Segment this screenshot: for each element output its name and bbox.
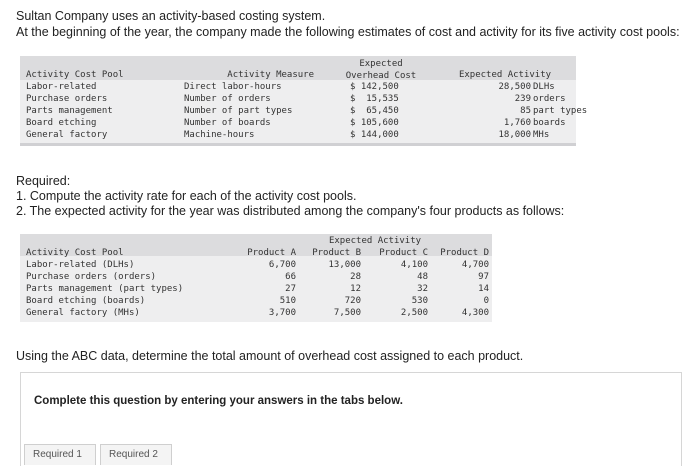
table-cell: 97 — [478, 272, 489, 282]
table-row: Parts management (part types) — [26, 284, 184, 294]
table-cell: 13,000 — [328, 260, 361, 270]
activity-column — [435, 81, 531, 141]
header-overhead-cost — [342, 58, 420, 82]
table-row: $ 65,450 — [350, 106, 399, 116]
pool-column — [26, 247, 226, 319]
table-cell: 66 — [285, 272, 296, 282]
table-row: MHs — [533, 130, 550, 140]
product-d-column — [431, 247, 489, 319]
header-product-b: Product B — [312, 248, 361, 258]
unit-column — [533, 81, 588, 141]
table-row: 239 — [514, 94, 531, 104]
cost-pool-table — [20, 56, 588, 146]
header-product-a: Product A — [247, 248, 296, 258]
table-cell: 27 — [285, 284, 296, 294]
table-row: Board etching — [26, 118, 97, 128]
table-row: 18,000 — [498, 130, 531, 140]
table-row: DLHs — [533, 82, 555, 92]
table-row: part types — [533, 106, 588, 116]
header-expected-activity: Expected Activity — [458, 70, 552, 80]
table-cell: 12 — [350, 284, 361, 294]
table-cell: 4,300 — [461, 308, 489, 318]
tab-required-2[interactable]: Required 2 — [100, 444, 172, 465]
product-b-column — [303, 247, 361, 319]
question-text: Using the ABC data, determine the total amount of overhead cost assigned to each product. — [16, 349, 524, 363]
table-row: $ 105,600 — [350, 118, 399, 128]
header-cost-line-1: Expected — [359, 59, 403, 69]
required-section — [16, 174, 564, 219]
table-row: General factory — [26, 130, 108, 140]
required-title: Required: — [16, 174, 71, 188]
table-row: Purchase orders (orders) — [26, 272, 157, 282]
table-row: Board etching (boards) — [26, 296, 146, 306]
product-c-column — [370, 247, 428, 319]
header-product-c: Product C — [379, 248, 428, 258]
header-pool: Activity Cost Pool — [26, 248, 124, 258]
header-product-d: Product D — [440, 248, 489, 258]
table-cell: 2,500 — [400, 308, 428, 318]
tab-required-1[interactable]: Required 1 — [24, 444, 96, 465]
table-row: Parts management — [26, 106, 113, 116]
table-row: Number of orders — [184, 94, 271, 104]
table-cell: 14 — [478, 284, 489, 294]
table-row: Number of boards — [184, 118, 271, 128]
header-pool: Activity Cost Pool — [26, 70, 124, 80]
product-activity-table — [20, 234, 492, 322]
table-row: boards — [533, 118, 566, 128]
table-row: General factory (MHs) — [26, 308, 140, 318]
table-cell: 530 — [411, 296, 428, 306]
table-row: 85 — [520, 106, 531, 116]
required-item-2: 2. The expected activity for the year was distributed among the company's four products as follows: — [16, 204, 565, 218]
table-row: 1,760 — [503, 118, 531, 128]
measure-column — [184, 81, 324, 141]
table-row: Labor-related (DLHs) — [26, 260, 135, 270]
table-cell: 720 — [344, 296, 361, 306]
header-cost-line-2: Overhead Cost — [345, 71, 417, 81]
table-cell: 7,500 — [333, 308, 361, 318]
header-expected-activity: Expected Activity — [328, 236, 422, 246]
table-row: $ 144,000 — [350, 130, 399, 140]
product-a-column — [238, 247, 296, 319]
table-row: 28,500 — [498, 82, 531, 92]
table-row: Purchase orders — [26, 94, 108, 104]
table-row: Direct labor-hours — [184, 82, 282, 92]
table-row: Number of part types — [184, 106, 293, 116]
table-cell: 4,700 — [461, 260, 489, 270]
table-cell: 28 — [350, 272, 361, 282]
intro-text — [16, 8, 680, 40]
header-measure: Activity Measure — [227, 70, 314, 80]
table-row: Machine-hours — [184, 130, 255, 140]
table-cell: 510 — [279, 296, 296, 306]
table-row: $ 142,500 — [350, 82, 399, 92]
intro-line-2: At the beginning of the year, the company made the following estimates of cost and activity for its five activity cost pools: — [16, 25, 680, 39]
table-cell: 32 — [417, 284, 428, 294]
table-cell: 3,700 — [268, 308, 296, 318]
required-item-1: 1. Compute the activity rate for each of the activity cost pools. — [16, 189, 357, 203]
table-row: Labor-related — [26, 82, 97, 92]
instructions-text: Complete this question by entering your answers in the tabs below. — [34, 395, 403, 407]
table-cell: 6,700 — [268, 260, 296, 270]
table-row: orders — [533, 94, 566, 104]
table-row: $ 15,535 — [350, 94, 399, 104]
cost-column — [350, 81, 420, 141]
table-cell: 0 — [483, 296, 489, 306]
intro-line-1: Sultan Company uses an activity-based costing system. — [16, 9, 326, 23]
table-cell: 48 — [417, 272, 428, 282]
table-cell: 4,100 — [400, 260, 428, 270]
pool-column — [26, 69, 176, 141]
